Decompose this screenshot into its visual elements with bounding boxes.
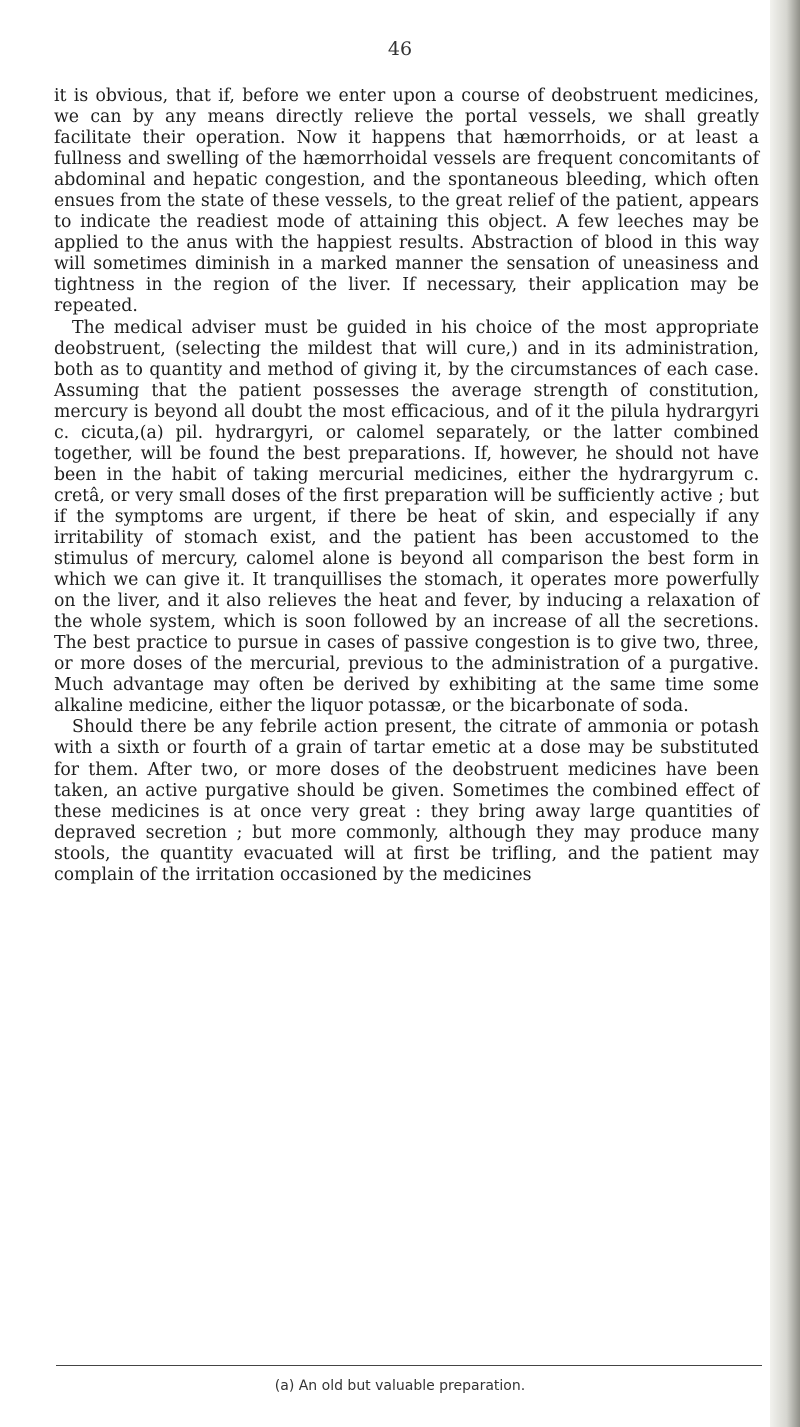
footnote: (a) An old but valuable preparation. xyxy=(274,1378,526,1394)
body-text xyxy=(54,86,759,886)
paragraph-2: The medical adviser must be guided in his choice of the most appropriate deobstruent, (selecting the mildest that will cure,) and in its administration, both as to quantity and method of giving it, by the circumstances of each case. Assuming that the patient possesses the average strength of constitution, mercury is beyond all doubt the most efficacious, and of it the pilula hydrargyri c. cicuta,(a) pil. hydrargyri, or calomel separately, or the latter combined together, will be found the best preparations. If, however, he should not have been in the habit of taking mercurial medicines, either the hydrargyrum c. cretâ, or very small doses of the first preparation will be sufficiently active ; but if the symptoms are urgent, if there be heat of skin, and especially if any irritability of stomach exist, and the patient has been accustomed to the stimulus of mercury, calomel alone is beyond all comparison the best form in which we can give it. It tranquillises the stomach, it operates more powerfully on the liver, and it also relieves the heat and fever, by inducing a relaxation of the whole system, which is soon followed by an increase of all the secretions. The best practice to pursue in cases of passive congestion is to give two, three, or more doses of the mercurial, previous to the administration of a purgative. Much advantage may often be derived by exhibiting at the same time some alkaline medicine, either the liquor potassæ, or the bicarbonate of soda. xyxy=(54,317,759,717)
page-number: 46 xyxy=(387,38,413,60)
paragraph-3: Should there be any febrile action present, the citrate of ammonia or potash with a sixth or fourth of a grain of tartar emetic at a dose may be substituted for them. After two, or more doses of the deobstruent medicines have been taken, an active purgative should be given. Sometimes the combined effect of these medicines is at once very great : they bring away large quantities of depraved secretion ; but more commonly, although they may produce many stools, the quantity evacuated will at first be trifling, and the patient may complain of the irritation occasioned by the medicines xyxy=(54,717,759,885)
page-edge-shadow xyxy=(770,0,800,1427)
paragraph-1: it is obvious, that if, before we enter upon a course of deobstruent medicines, we can by any means directly relieve the portal vessels, we shall greatly facilitate their operation. Now it happens that hæmorrhoids, or at least a fullness and swelling of the hæmorrhoidal vessels are frequent concomitants of abdominal and hepatic congestion, and the spontaneous bleeding, which often ensues from the state of these vessels, to the great relief of the patient, appears to indicate the readiest mode of attaining this object. A few leeches may be applied to the anus with the happiest results. Abstraction of blood in this way will sometimes diminish in a marked manner the sensation of uneasiness and tightness in the region of the liver. If necessary, their application may be repeated. xyxy=(54,86,759,317)
footnote-divider xyxy=(56,1365,762,1366)
